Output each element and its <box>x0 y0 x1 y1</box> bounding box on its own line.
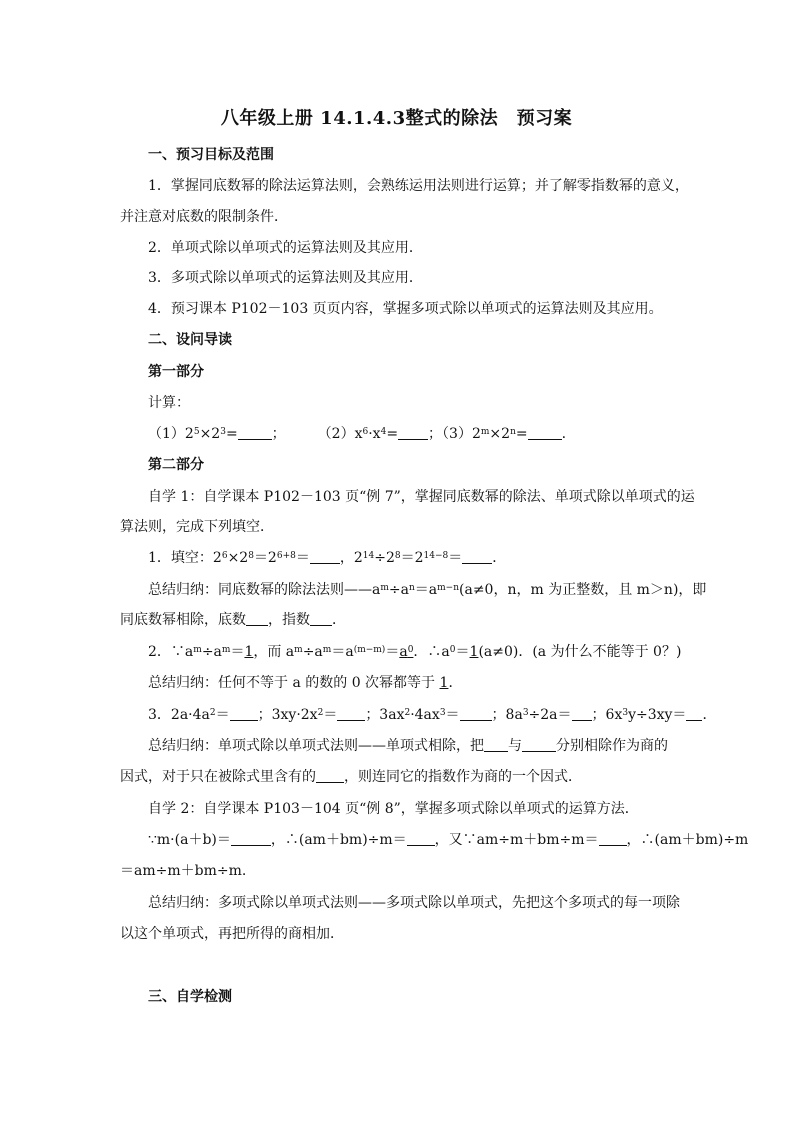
answer-blank <box>599 831 627 846</box>
goal-4: 4．预习课本 P102－103 页页内容，掌握多项式除以单项式的运算法则及其应用。 <box>148 301 663 317</box>
part1-questions: $(1)2^5\times 2^3=$ ； $(2)x^6\cdot x^4=$ ；$(3)2^m\times 2^n=$ . <box>148 426 567 442</box>
answer-blank <box>230 706 258 721</box>
fill-in-1: 1．填空：$2^6\times 2^8=2^{6+8}=$ ，$2^{14}\div 2^8=2^{14-8}=$ ． <box>148 550 507 566</box>
answer-blank <box>316 768 344 783</box>
goal-2: 2．单项式除以单项式的运算法则及其应用． <box>148 240 423 256</box>
section-heading-goals: 一、预习目标及范围 <box>148 147 274 163</box>
answer-blank <box>310 611 332 626</box>
answer-blank <box>238 425 272 440</box>
goal-1-continued: 并注意对底数的限制条件． <box>120 209 288 225</box>
self-study-2: 自学 2：自学课本 P103－104 页“例 8”，掌握多项式除以单项式的运算方法． <box>148 801 639 817</box>
answer-blank <box>407 831 435 846</box>
answer-blank <box>246 611 268 626</box>
summary-3: 总结归纳：单项式除以单项式法则——单项式相除，把 与 分别相除作为商的 <box>148 738 668 754</box>
summary-3-continued: 因式，对于只在被除式里含有的 ，则连同它的指数作为商的一个因式． <box>120 769 582 785</box>
answer-blank <box>460 706 492 721</box>
part1-heading: 第一部分 <box>148 364 204 380</box>
answer-blank <box>337 706 365 721</box>
page-title: 八年级上册 14.1.4.3整式的除法 预习案 <box>220 108 573 129</box>
summary-1: 总结归纳：同底数幂的除法法则$——a^m\div a^n=a^{m-n}(a\ne 0$，n，m 为正整数，且 m＞n)，即 <box>148 582 707 598</box>
self-study-1: 自学 1：自学课本 P102－103 页“例 7”，掌握同底数幂的除法、单项式除以单项式的运 <box>148 489 695 505</box>
answer-blank <box>686 706 702 721</box>
section-heading-guide: 二、设问导读 <box>148 332 232 348</box>
goal-1: 1．掌握同底数幂的除法运算法则，会熟练运用法则进行运算；并了解零指数幂的意义， <box>148 178 689 194</box>
answer-blank <box>528 425 562 440</box>
goal-3: 3．多项式除以单项式的运算法则及其应用． <box>148 270 423 286</box>
summary-4: 总结归纳：多项式除以单项式法则——多项式除以单项式，先把这个多项式的每一项除 <box>148 895 680 911</box>
answer-blank <box>522 737 556 752</box>
answer-blank <box>231 831 271 846</box>
self-study-1-continued: 算法则，完成下列填空． <box>120 519 274 535</box>
question-2: 2．$\because a^m\div a^m=1$，而 $a^m\div a^m=a^{(m-m)}=a^0$．$\therefore a^0=1(a\ne 0)$．(a 为什么不能等于 0？) <box>148 644 682 660</box>
derivation: ∵m·(a＋b)＝ ，∴(am＋bm)÷m＝ ，又∵am÷m＋bm÷m＝ ，∴(am＋bm)÷m <box>148 832 749 848</box>
summary-2: 总结归纳：任何不等于 a 的数的 0 次幂都等于 1． <box>148 675 463 691</box>
summary-1-continued: 同底数幂相除，底数 ，指数 ． <box>120 612 346 628</box>
answer-blank <box>572 706 592 721</box>
answer-blank <box>484 737 508 752</box>
summary-4-continued: 以这个单项式，再把所得的商相加． <box>120 926 344 942</box>
calc-label: 计算： <box>148 395 190 411</box>
derivation-continued: ＝am÷m＋bm÷m. <box>120 863 247 879</box>
answer-blank <box>398 425 428 440</box>
answer-blank <box>462 549 492 564</box>
question-3: 3．$2a\cdot 4a^2=$ ；$3xy\cdot 2x^2=$ ；$3ax^2\cdot 4ax^3=$ ；$8a^3\div 2a=$ ；$6x^3y\div 3xy=$ ． <box>148 707 717 723</box>
section-heading-selfcheck: 三、自学检测 <box>148 989 232 1005</box>
answer-blank <box>310 549 340 564</box>
part2-heading: 第二部分 <box>148 457 204 473</box>
